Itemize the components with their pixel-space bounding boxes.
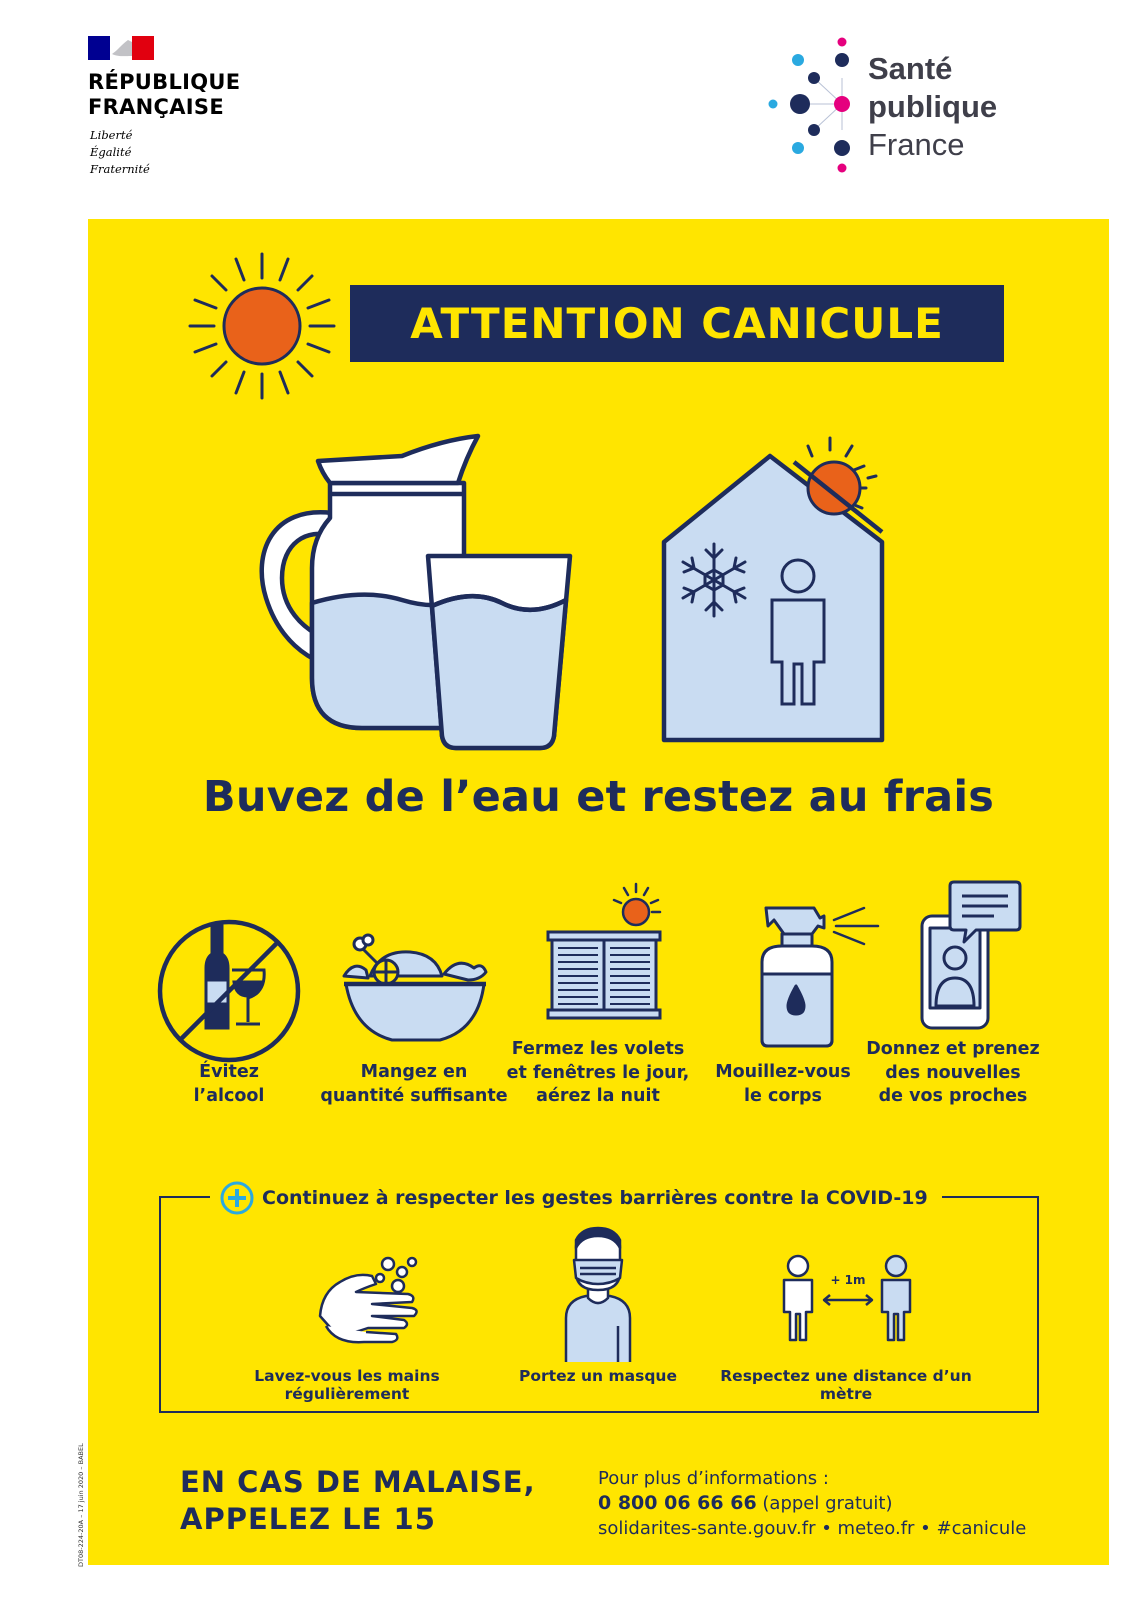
print-reference-text: DT08-224-20A – 17 juin 2020 – BABEL (77, 1443, 85, 1567)
motto-fraternite: Fraternité (90, 162, 150, 176)
emergency-line: APPELEZ LE 15 (180, 1502, 436, 1536)
tip-line: le corps (744, 1085, 822, 1106)
marianne-flag-icon (88, 36, 154, 60)
republique-francaise-logo (88, 36, 288, 186)
tip-line: aérez la nuit (536, 1086, 660, 1106)
poster-headline: Buvez de l’eau et restez au frais (202, 772, 995, 822)
francaise-line: FRANÇAISE (88, 95, 224, 119)
covid-keep-distance: Respectez une distance d’un mètre (720, 1367, 972, 1403)
tip-line: Donnez et prenez (866, 1039, 1040, 1059)
social-distance-icon (780, 1252, 916, 1344)
tip-line: l’alcool (193, 1085, 265, 1106)
tip-line: quantité suffisante (320, 1085, 508, 1106)
distance-label: + 1m (830, 1273, 866, 1287)
tip-line: Évitez (199, 1062, 259, 1082)
republique-motto (90, 127, 150, 178)
plus-circle-icon (220, 1181, 254, 1215)
republique-francaise-title (88, 70, 240, 120)
sante-publique-france-logo (768, 34, 1028, 174)
tip-avoid-alcohol (138, 1061, 320, 1108)
sun-icon (186, 250, 338, 402)
covid-wash-hands: Lavez-vous les mains régulièrement (254, 1367, 440, 1403)
covid-wear-mask: Portez un masque (519, 1367, 677, 1385)
tip-line: des nouvelles (885, 1062, 1021, 1083)
tip-line: Mouillez-vous (715, 1062, 851, 1082)
phone-message-icon (918, 880, 1024, 1030)
mask-person-icon (562, 1226, 634, 1362)
spf-sante: Santé (868, 51, 953, 86)
info-links[interactable]: solidarites-sante.gouv.fr • meteo.fr • #canicule (598, 1518, 1027, 1539)
info-block (598, 1466, 1026, 1541)
hand-washing-icon (316, 1254, 428, 1348)
spf-france: France (868, 127, 965, 162)
tip-contact-relatives (858, 1038, 1048, 1109)
cool-house-icon (658, 432, 890, 744)
tip-line: Mangez en (360, 1062, 468, 1082)
info-label: Pour plus d’informations : (598, 1468, 829, 1489)
info-phone-note: (appel gratuit) (762, 1493, 893, 1514)
no-alcohol-icon (156, 918, 302, 1064)
tip-line: Fermez les volets (511, 1039, 685, 1059)
print-reference (72, 1408, 86, 1566)
tip-eat-enough (316, 1061, 512, 1108)
spf-wordmark (868, 50, 997, 164)
poster-title: ATTENTION CANICULE (410, 299, 944, 348)
covid-heading (210, 1180, 942, 1216)
republique-line: RÉPUBLIQUE (88, 70, 241, 94)
info-phone[interactable]: 0 800 06 66 66 (598, 1492, 757, 1514)
water-spray-icon (744, 900, 884, 1050)
tip-close-shutters (506, 1038, 690, 1109)
motto-egalite: Égalité (90, 145, 132, 159)
tip-line: de vos proches (878, 1086, 1028, 1106)
food-bowl-icon (340, 930, 490, 1050)
tip-wet-body (700, 1061, 866, 1108)
attention-canicule-banner (350, 285, 1004, 362)
motto-liberte: Liberté (90, 128, 133, 142)
covid-heading-text: Continuez à respecter les gestes barrières contre la COVID-19 (262, 1187, 928, 1209)
emergency-call (180, 1464, 536, 1538)
spf-molecule-icon (768, 34, 868, 174)
spf-publique: publique (868, 89, 998, 124)
window-shutters-icon (544, 880, 670, 1020)
emergency-line: EN CAS DE MALAISE, (180, 1465, 536, 1499)
tip-line: et fenêtres le jour, (506, 1062, 690, 1083)
water-jug-and-glass-icon (252, 428, 582, 753)
